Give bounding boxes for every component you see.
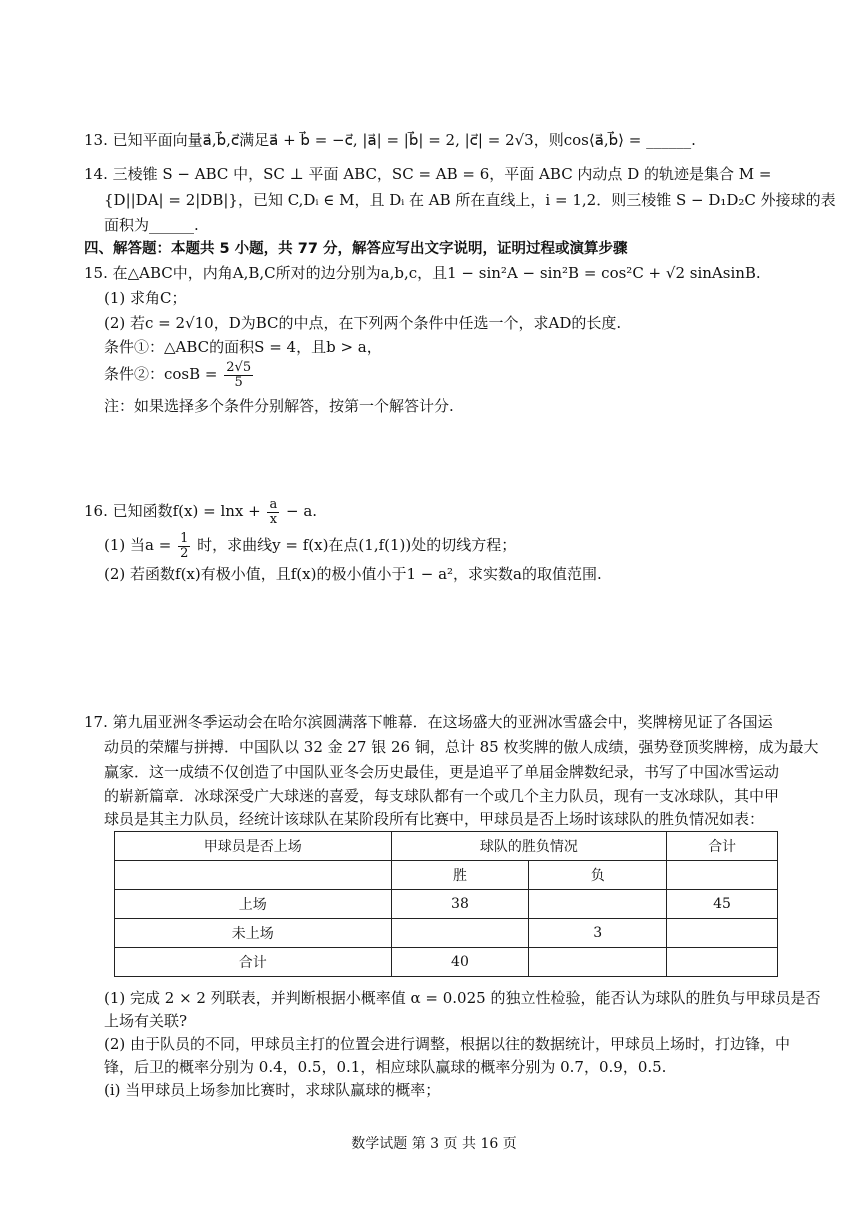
table-cell [667,861,778,890]
question-17-part-1-line-1: (1) 完成 2 × 2 列联表，并判断根据小概率值 α = 0.025 的独立性检验，能否认为球队的胜负与甲球员是否 [104,989,821,1007]
question-15-condition-2 [104,359,255,390]
question-15-stem: 15. 在△ABC中，内角A,B,C所对的边分别为a,b,c，且1 − sin²A − sin²B = cos²C + √2 sinAsinB. [84,264,761,282]
q16-prefix: 16. 已知函数f(x) = lnx + [84,502,261,520]
table-row [115,919,778,948]
question-14-line-1: 14. 三棱锥 S − ABC 中，SC ⊥ 平面 ABC，SC = AB = 6，平面 ABC 内动点 D 的轨迹是集合 M = [84,165,772,183]
fraction-numerator: a [269,496,278,512]
question-14-line-3: 面积为______. [104,216,199,234]
question-15-condition-1: 条件①：△ABC的面积S = 4，且b > a， [104,338,382,356]
section-4-heading: 四、解答题：本题共 5 小题，共 77 分，解答应写出文字说明，证明过程或演算步骤 [84,241,628,257]
question-13: 13. 已知平面向量a⃗,b⃗,c⃗满足a⃗ + b⃗ = −c⃗, |a⃗| = |b⃗| = 2, |c⃗| = 2√3，则cos⟨a⃗,b⃗⟩ = ______. [84,131,696,149]
q16-part1-prefix: (1) 当a = [104,536,172,554]
question-17-line-4: 的崭新篇章．冰球深受广大球迷的喜爱，每支球队都有一个或几个主力队员，现有一支冰球队，其中甲 [104,787,780,805]
question-17-part-2-line-1: (2) 由于队员的不同，甲球员主打的位置会进行调整，根据以往的数据统计，甲球员上场时，打边锋，中 [104,1035,791,1053]
question-16-part-1 [104,530,516,561]
q16-part1-fraction [178,532,190,561]
table-header-row [115,832,778,861]
fraction-numerator: 2√5 [226,359,252,375]
fraction-denominator: x [269,511,278,527]
table-subheader-row [115,861,778,890]
cell-total: 45 [667,890,778,919]
header-result: 球队的胜负情况 [391,832,667,861]
q16-fraction [267,498,279,527]
question-16-part-2: (2) 若函数f(x)有极小值，且f(x)的极小值小于1 − a²，求实数a的取值范围. [104,565,602,583]
row-label: 上场 [115,890,392,919]
table-cell [115,861,392,890]
subheader-win: 胜 [391,861,529,890]
condition-2-fraction [224,361,253,390]
question-17-line-2: 动员的荣耀与拼搏．中国队以 32 金 27 银 26 铜，总计 85 枚奖牌的傲人成绩，强势登顶奖牌榜，成为最大 [104,738,819,756]
cell-total [667,919,778,948]
question-17-part-1-line-2: 上场有关联? [104,1012,188,1030]
cell-lose [529,890,667,919]
cell-win [391,919,529,948]
table-row [115,890,778,919]
row-label: 合计 [115,948,392,977]
contingency-table [114,831,778,977]
q16-part1-suffix: 时，求曲线y = f(x)在点(1,f(1))处的切线方程； [197,536,517,554]
q16-suffix: − a. [286,502,318,520]
cell-lose [529,948,667,977]
table-row [115,948,778,977]
fraction-denominator: 2 [180,545,189,561]
question-17-line-5: 球员是其主力队员，经统计该球队在某阶段所有比赛中，甲球员是否上场时该球队的胜负情况如表： [104,810,765,828]
cell-win: 38 [391,890,529,919]
page-footer: 数学试题 第 3 页 共 16 页 [351,1136,517,1152]
question-17-line-3: 赢家．这一成绩不仅创造了中国队亚冬会历史最佳，更是追平了单届金牌数纪录，书写了中国冰雪运动 [104,763,780,781]
question-17-part-2-line-2: 锋，后卫的概率分别为 0.4，0.5，0.1，相应球队赢球的概率分别为 0.7，0.9，0.5. [104,1058,667,1076]
fraction-denominator: 5 [234,374,243,390]
subheader-lose: 负 [529,861,667,890]
question-15-note: 注：如果选择多个条件分别解答，按第一个解答计分. [104,397,454,415]
header-player-status: 甲球员是否上场 [115,832,392,861]
header-total: 合计 [667,832,778,861]
row-label: 未上场 [115,919,392,948]
question-15-part-2: (2) 若c = 2√10，D为BC的中点，在下列两个条件中任选一个，求AD的长度. [104,314,622,332]
cell-lose: 3 [529,919,667,948]
question-15-part-1: (1) 求角C； [104,289,187,307]
question-17-part-2-i: (i) 当甲球员上场参加比赛时，求球队赢球的概率； [104,1081,441,1099]
cell-total [667,948,778,977]
question-16-stem [84,496,317,527]
question-14-line-2: {D||DA| = 2|DB|}，已知 C,Dᵢ ∈ M，且 Dᵢ 在 AB 所在直线上，i = 1,2．则三棱锥 S − D₁D₂C 外接球的表 [104,191,836,209]
fraction-numerator: 1 [180,530,189,546]
question-17-line-1: 17. 第九届亚洲冬季运动会在哈尔滨圆满落下帷幕．在这场盛大的亚洲冰雪盛会中，奖牌榜见证了各国运 [84,713,773,731]
condition-2-prefix: 条件②：cosB = [104,365,218,383]
cell-win: 40 [391,948,529,977]
